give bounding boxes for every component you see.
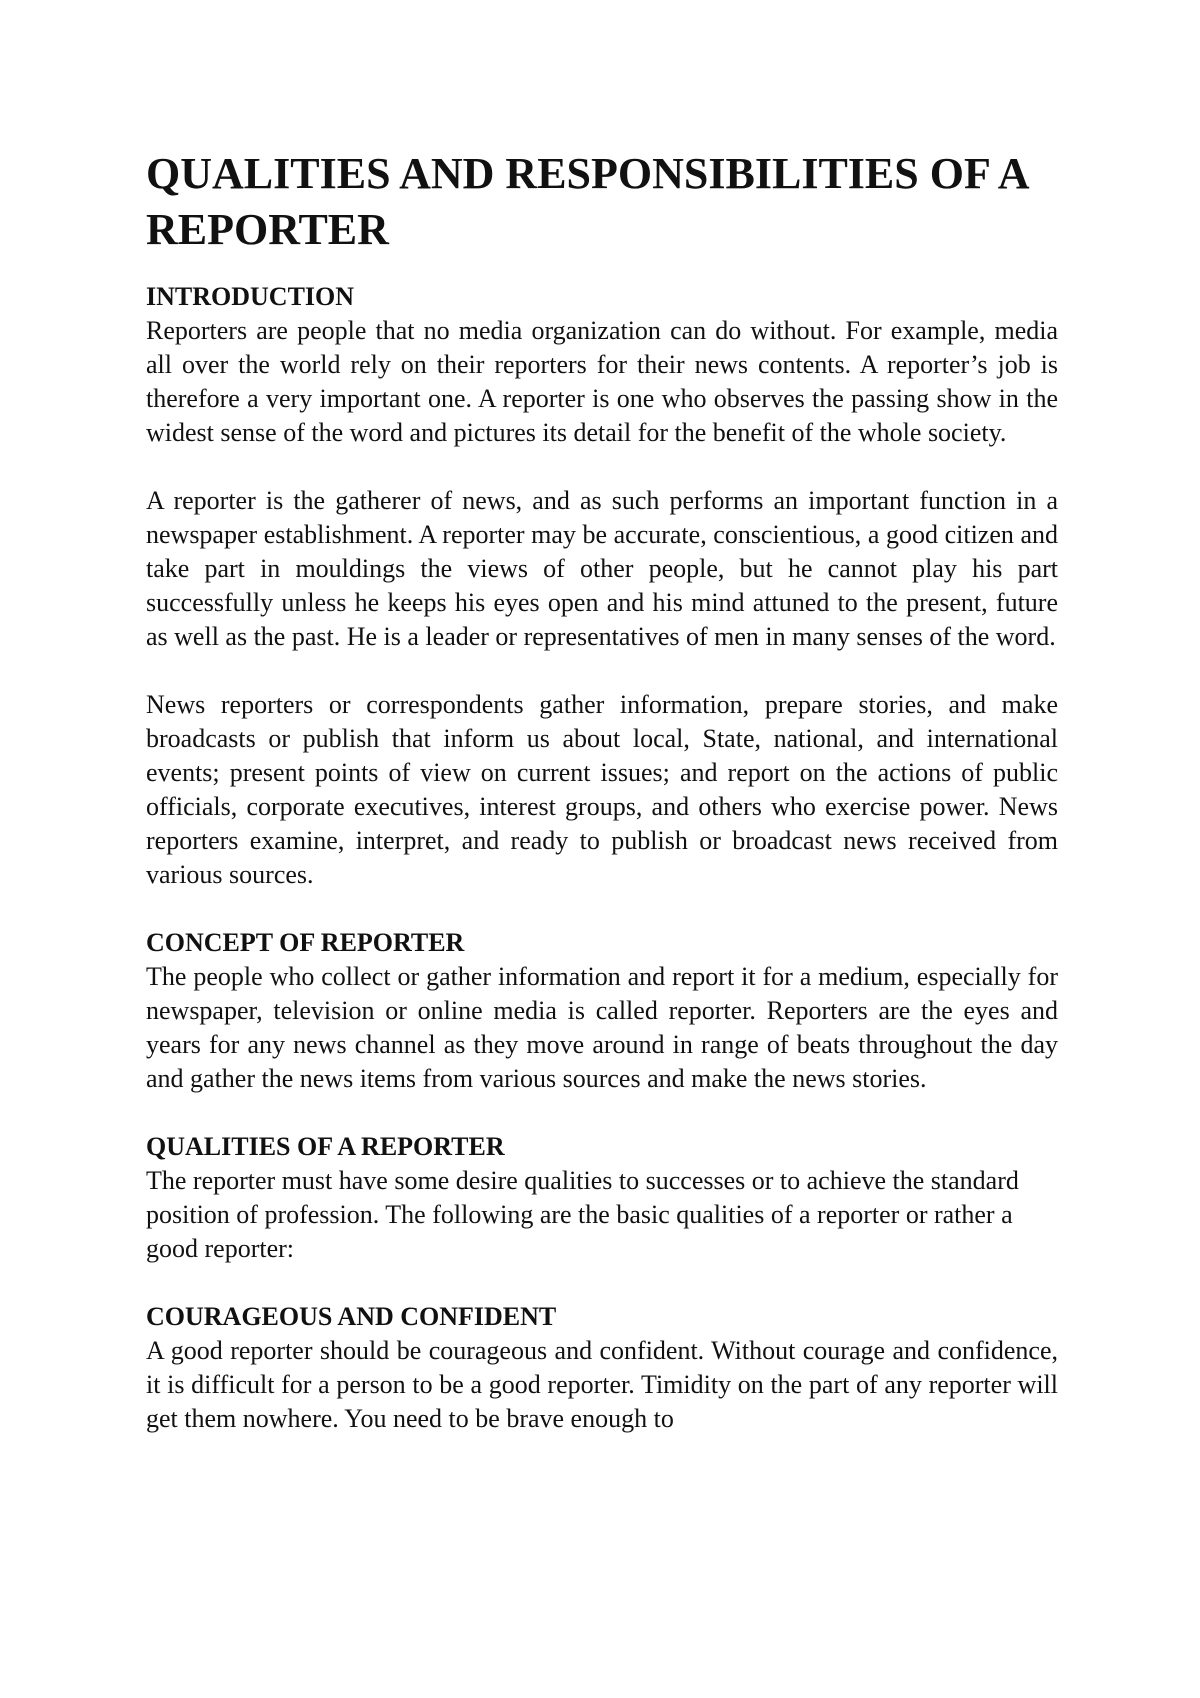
- section-courageous-and-confident: [146, 1300, 1058, 1436]
- section-qualities-of-a-reporter: [146, 1130, 1058, 1266]
- paragraph: The people who collect or gather information and report it for a medium, especially for newspaper, television or online media is called reporter. Reporters are the eyes and years for any news channel as they move around in range of beats throughout the day and gather the news items from various sources and make the news stories.: [146, 962, 1058, 1093]
- section-heading: INTRODUCTION: [146, 282, 355, 311]
- document-body: [146, 146, 1058, 1436]
- section-introduction: [146, 280, 1058, 892]
- section-heading: COURAGEOUS AND CONFIDENT: [146, 1302, 557, 1331]
- document-title: QUALITIES AND RESPONSIBILITIES OF A REPORTER: [146, 149, 1028, 254]
- paragraph: Reporters are people that no media organization can do without. For example, media all over the world rely on their reporters for their news contents. A reporter’s job is therefore a very important one. A reporter is one who observes the passing show in the widest sense of the word and pictures its detail for the benefit of the whole society.: [146, 316, 1058, 447]
- paragraph: A reporter is the gatherer of news, and as such performs an important function in a newspaper establishment. A reporter may be accurate, conscientious, a good citizen and take part in mouldings the views of other people, but he cannot play his part successfully unless he keeps his eyes open and his mind attuned to the present, future as well as the past. He is a leader or representatives of men in many senses of the word.: [146, 486, 1058, 651]
- section-heading: QUALITIES OF A REPORTER: [146, 1132, 505, 1161]
- section-heading: CONCEPT OF REPORTER: [146, 928, 465, 957]
- paragraph: The reporter must have some desire qualities to successes or to achieve the standard position of profession. The following are the basic qualities of a reporter or rather a good reporter:: [146, 1166, 1019, 1263]
- paragraph: A good reporter should be courageous and confident. Without courage and confidence, it is difficult for a person to be a good reporter. Timidity on the part of any reporter will get them nowhere. You need to be brave enough to: [146, 1336, 1058, 1433]
- paragraph: News reporters or correspondents gather information, prepare stories, and make broadcasts or publish that inform us about local, State, national, and international events; present points of view on current issues; and report on the actions of public officials, corporate executives, interest groups, and others who exercise power. News reporters examine, interpret, and ready to publish or broadcast news received from various sources.: [146, 690, 1058, 889]
- section-concept-of-reporter: [146, 926, 1058, 1096]
